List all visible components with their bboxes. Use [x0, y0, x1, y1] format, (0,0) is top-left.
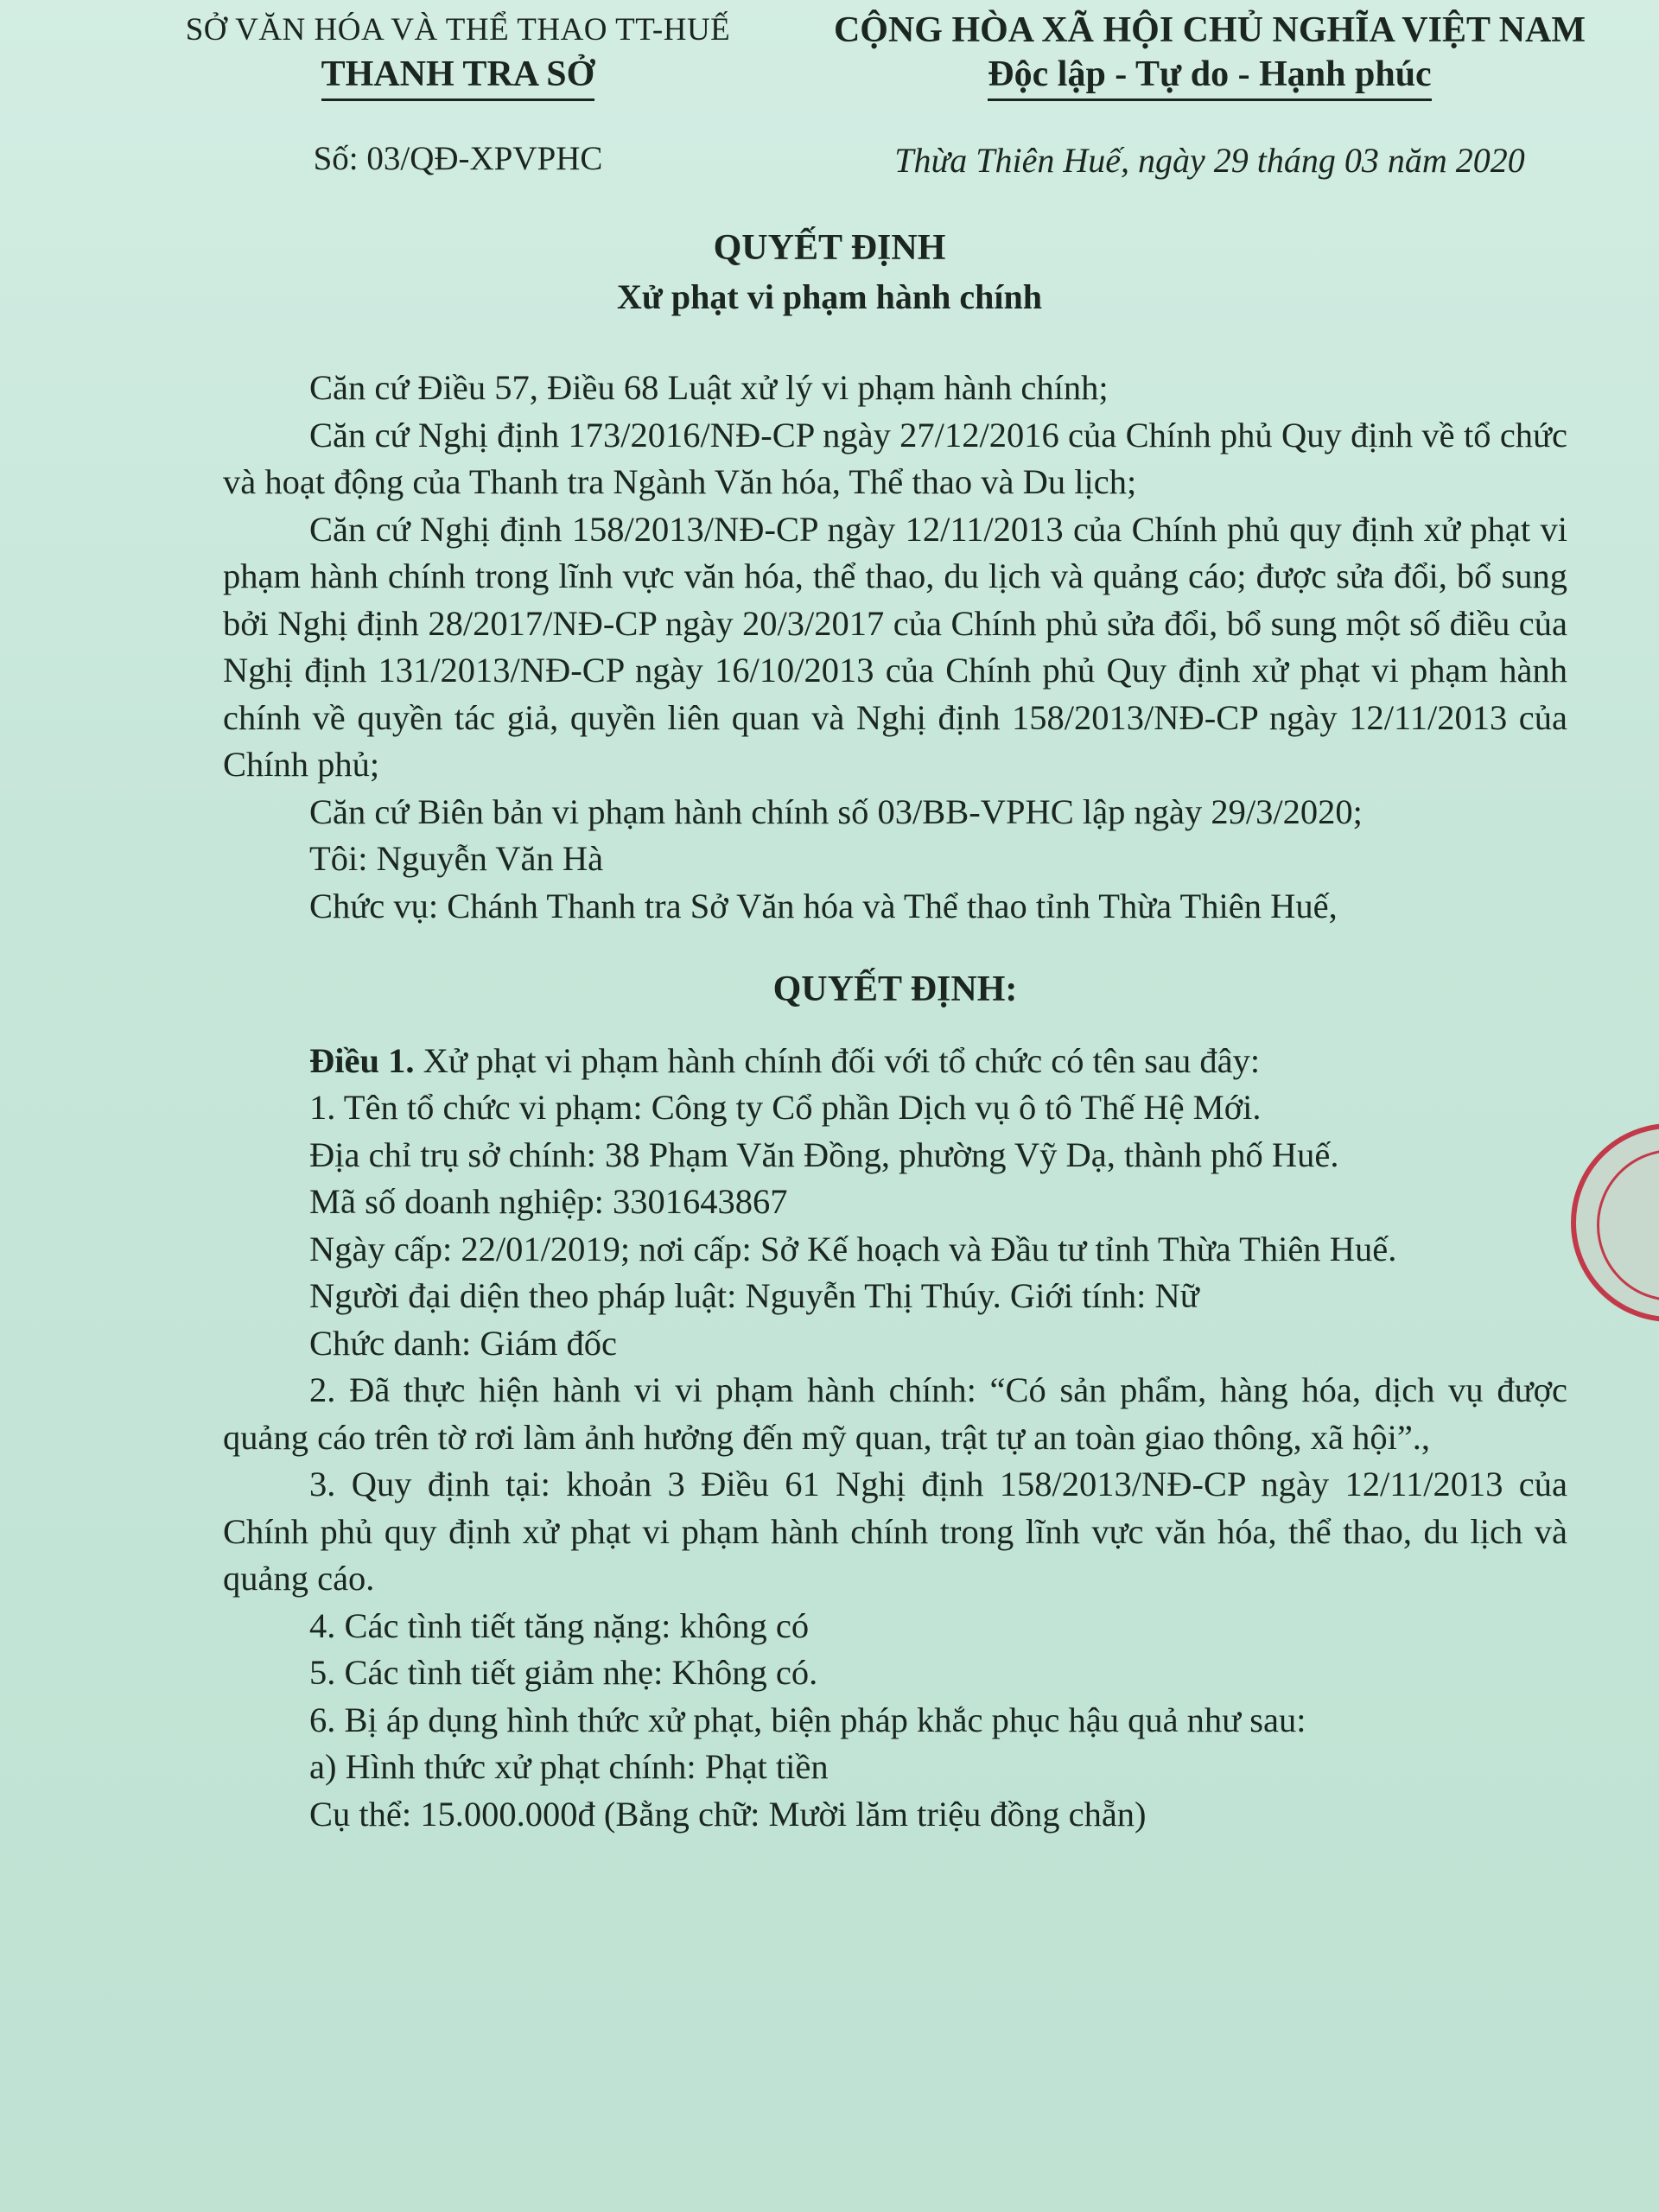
item-business-code: Mã số doanh nghiệp: 3301643867	[309, 1182, 788, 1221]
item-legal-representative: Người đại diện theo pháp luật: Nguyễn Thị Thúy. Giới tính: Nữ	[309, 1276, 1199, 1315]
official-seal	[1571, 1123, 1659, 1322]
national-title	[795, 9, 1624, 182]
place-and-date: Thừa Thiên Huế, ngày 29 tháng 03 năm 2020	[894, 141, 1525, 180]
decision-heading: QUYẾT ĐỊNH:	[772, 969, 1018, 1009]
department-name: THANH TRA SỞ	[321, 52, 595, 101]
agency-name: SỞ VĂN HÓA VÀ THỂ THAO TT-HUẾ	[185, 12, 731, 48]
item-issue-date: Ngày cấp: 22/01/2019; nơi cấp: Sở Kế hoạch và Đầu tư tỉnh Thừa Thiên Huế.	[309, 1229, 1397, 1268]
legal-basis-3: Căn cứ Nghị định 158/2013/NĐ-CP ngày 12/11/2013 của Chính phủ quy định xử phạt vi phạm hành chính trong lĩnh vực văn hóa, thể thao, du lịch và quảng cáo; được sửa đổi, bổ sung bởi Nghị định 28/2017/NĐ-CP ngày 20/3/2017 của Chính phủ sửa đổi, bổ sung một số điều của Nghị định 131/2013/NĐ-CP ngày 16/10/2013 của Chính phủ Quy định xử phạt vi phạm hành chính về quyền tác giả, quyền liên quan và Nghị định 158/2013/NĐ-CP ngày 12/11/2013 của Chính phủ;	[223, 509, 1567, 784]
item-organization-name: 1. Tên tổ chức vi phạm: Công ty Cổ phần Dịch vụ ô tô Thế Hệ Mới.	[309, 1088, 1262, 1127]
document-body	[223, 365, 1567, 1838]
signer-position: Chức vụ: Chánh Thanh tra Sở Văn hóa và Thể thao tỉnh Thừa Thiên Huế,	[309, 886, 1338, 925]
item-fine-amount: Cụ thể: 15.000.000đ (Bằng chữ: Mười lăm triệu đồng chẵn)	[309, 1794, 1147, 1834]
item-regulation: 3. Quy định tại: khoản 3 Điều 61 Nghị định 158/2013/NĐ-CP ngày 12/11/2013 của Chính phủ quy định xử phạt vi phạm hành chính trong lĩnh vực văn hóa, thể thao, du lịch và quảng cáo.	[223, 1465, 1567, 1598]
issuing-authority	[130, 9, 786, 181]
signer-name: Tôi: Nguyễn Văn Hà	[309, 839, 604, 878]
article-1-text: Xử phạt vi phạm hành chính đối với tổ chức có tên sau đây:	[414, 1040, 1261, 1080]
article-1-label: Điều 1.	[309, 1040, 415, 1080]
document-header	[0, 9, 1659, 190]
item-mitigating: 5. Các tình tiết giảm nhẹ: Không có.	[309, 1653, 818, 1692]
document-subtitle: Xử phạt vi phạm hành chính	[617, 277, 1042, 316]
national-motto: Độc lập - Tự do - Hạnh phúc	[988, 52, 1431, 101]
document-title: QUYẾT ĐỊNH	[713, 228, 946, 268]
item-title: Chức danh: Giám đốc	[309, 1323, 617, 1363]
legal-basis-4: Căn cứ Biên bản vi phạm hành chính số 03/BB-VPHC lập ngày 29/3/2020;	[309, 791, 1363, 831]
document-title-block	[0, 223, 1659, 321]
item-aggravating: 4. Các tình tiết tăng nặng: không có	[309, 1605, 810, 1645]
item-address: Địa chỉ trụ sở chính: 38 Phạm Văn Đồng, phường Vỹ Dạ, thành phố Huế.	[309, 1135, 1339, 1174]
item-sanctions: 6. Bị áp dụng hình thức xử phạt, biện pháp khắc phục hậu quả như sau:	[309, 1700, 1306, 1739]
legal-basis-1: Căn cứ Điều 57, Điều 68 Luật xử lý vi phạm hành chính;	[309, 368, 1109, 407]
article-1	[223, 1038, 1567, 1085]
item-main-sanction: a) Hình thức xử phạt chính: Phạt tiền	[309, 1747, 829, 1786]
item-violation: 2. Đã thực hiện hành vi vi phạm hành chính: “Có sản phẩm, hàng hóa, dịch vụ được quảng cáo trên tờ rơi làm ảnh hưởng đến mỹ quan, trật tự an toàn giao thông, xã hội”.,	[223, 1370, 1567, 1457]
document-number: Số: 03/QĐ-XPVPHC	[313, 140, 603, 177]
legal-basis-2: Căn cứ Nghị định 173/2016/NĐ-CP ngày 27/12/2016 của Chính phủ Quy định về tổ chức và hoạt động của Thanh tra Ngành Văn hóa, Thể thao và Du lịch;	[223, 415, 1567, 501]
country-name: CỘNG HÒA XÃ HỘI CHỦ NGHĨA VIỆT NAM	[833, 10, 1586, 50]
seal-inner-ring	[1597, 1149, 1659, 1301]
